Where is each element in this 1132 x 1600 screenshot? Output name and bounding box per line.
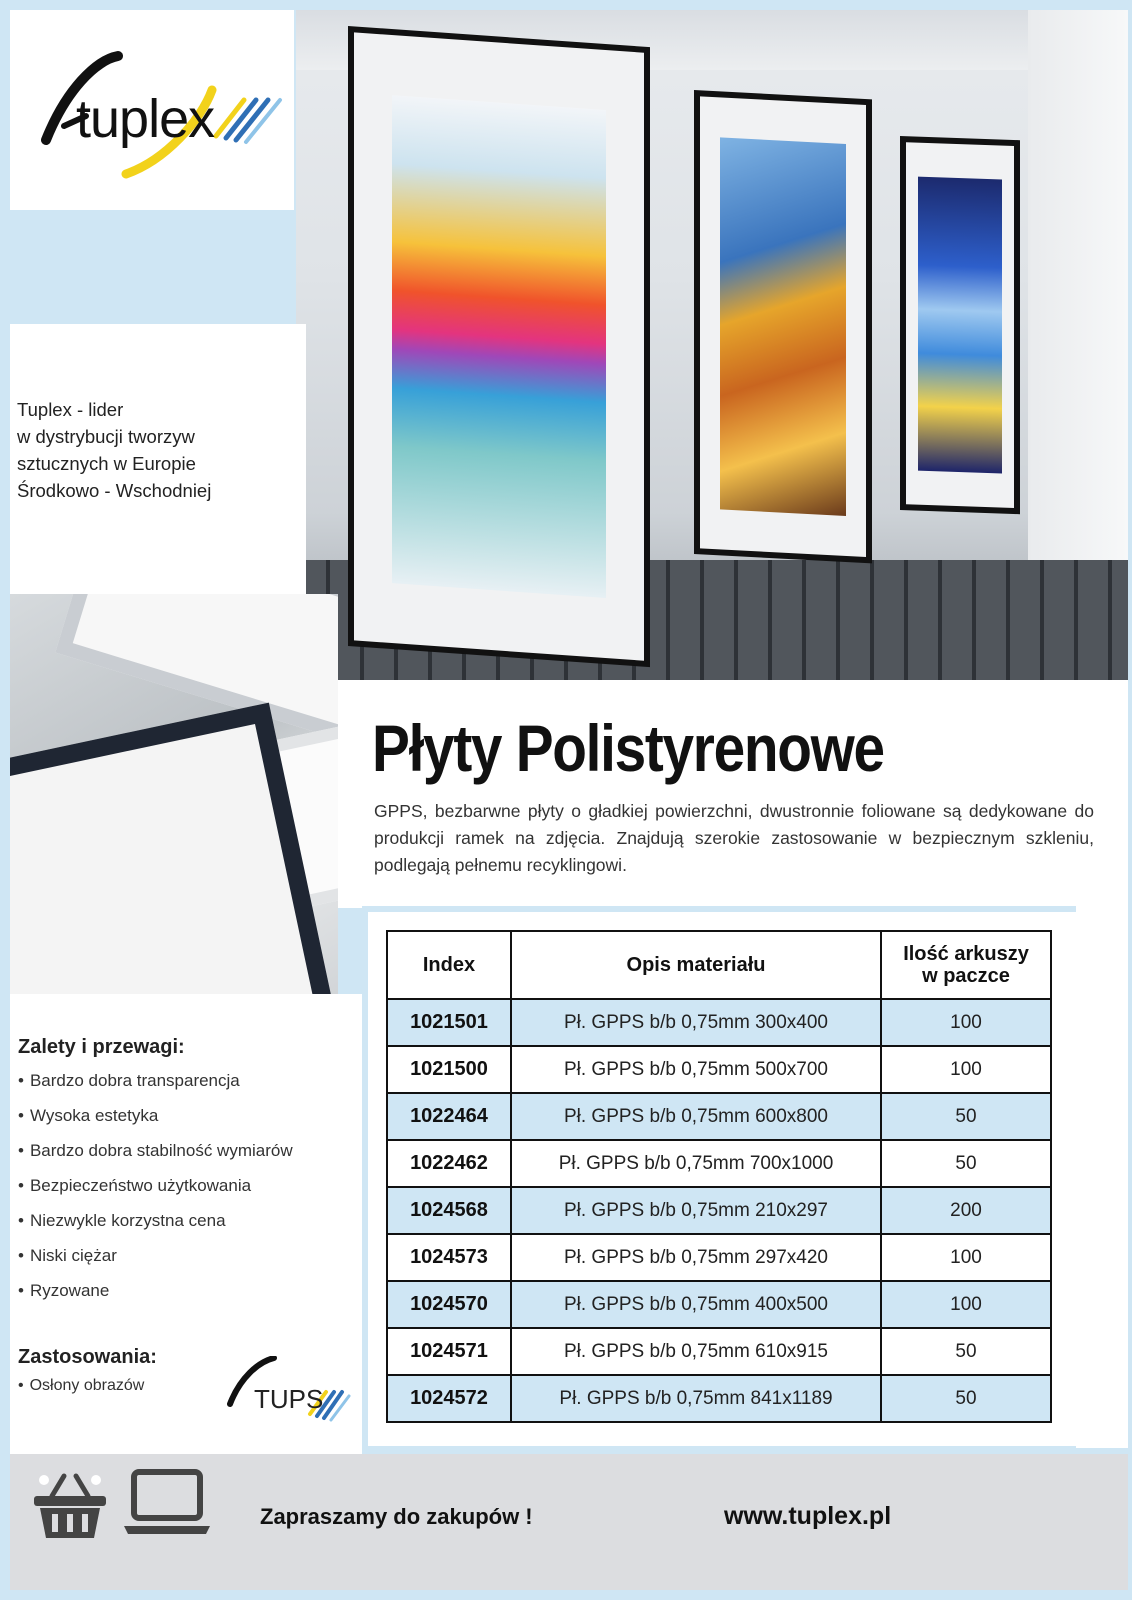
cell-quantity: 100 — [881, 1046, 1051, 1093]
table-row — [387, 1046, 1051, 1093]
tagline-line: sztucznych w Europie — [17, 453, 196, 474]
cell-quantity: 50 — [881, 1375, 1051, 1422]
advantages-heading: Zalety i przewagi: — [18, 1036, 185, 1058]
cell-index: 1022462 — [387, 1140, 511, 1187]
advantages-list — [18, 1069, 293, 1314]
cell-description: Pł. GPPS b/b 0,75mm 210x297 — [511, 1187, 881, 1234]
list-item: • Wysoka estetyka — [18, 1104, 293, 1139]
footer-bar — [10, 1454, 1128, 1590]
product-intro — [338, 680, 1128, 908]
cell-index: 1021500 — [387, 1046, 511, 1093]
shop-invitation: Zapraszamy do zakupów ! — [260, 1504, 533, 1529]
list-item: • Niski ciężar — [18, 1244, 293, 1279]
picture-frame-city — [900, 136, 1020, 514]
picture-frame-bridge — [348, 26, 650, 667]
advantages-section — [18, 1036, 293, 1314]
tagline-line: w dystrybucji tworzyw — [17, 426, 195, 447]
cell-quantity: 200 — [881, 1187, 1051, 1234]
table-row — [387, 1328, 1051, 1375]
column-header-quantity: Ilość arkuszy w paczce — [881, 931, 1051, 999]
cell-quantity: 50 — [881, 1140, 1051, 1187]
table-row — [387, 999, 1051, 1046]
tups-logo[interactable] — [222, 1356, 352, 1430]
panel-border — [362, 906, 368, 1454]
cell-quantity: 100 — [881, 999, 1051, 1046]
shopping-basket-icon[interactable] — [30, 1466, 110, 1546]
cell-description: Pł. GPPS b/b 0,75mm 610x915 — [511, 1328, 881, 1375]
cell-index: 1024570 — [387, 1281, 511, 1328]
tagline-card — [10, 324, 306, 594]
cell-quantity: 100 — [881, 1281, 1051, 1328]
table-header-row — [387, 931, 1051, 999]
tagline — [17, 396, 211, 504]
cell-quantity: 50 — [881, 1093, 1051, 1140]
cell-description: Pł. GPPS b/b 0,75mm 400x500 — [511, 1281, 881, 1328]
column-header-description: Opis materiału — [511, 931, 881, 999]
table-row — [387, 1375, 1051, 1422]
cell-index: 1024572 — [387, 1375, 511, 1422]
tagline-line: Środkowo - Wschodniej — [17, 480, 212, 501]
applications-heading: Zastosowania: — [18, 1346, 157, 1368]
cell-description: Pł. GPPS b/b 0,75mm 841x1189 — [511, 1375, 881, 1422]
cell-description: Pł. GPPS b/b 0,75mm 700x1000 — [511, 1140, 881, 1187]
picture-frame-building — [694, 90, 872, 563]
panel-border — [362, 906, 1076, 912]
cell-index: 1024568 — [387, 1187, 511, 1234]
gallery-wall — [1028, 10, 1128, 570]
cell-description: Pł. GPPS b/b 0,75mm 600x800 — [511, 1093, 881, 1140]
laptop-icon[interactable] — [122, 1468, 212, 1538]
tups-wordmark: TUPS — [254, 1384, 324, 1414]
cell-index: 1024573 — [387, 1234, 511, 1281]
cell-description: Pł. GPPS b/b 0,75mm 297x420 — [511, 1234, 881, 1281]
product-title: Płyty Polistyrenowe — [372, 711, 884, 785]
product-description: GPPS, bezbarwne płyty o gładkiej powierzchni, dwustronnie foliowane są dedykowane do produkcji ramek na zdjęcia. Znajdują szerokie zastosowanie w bezpiecznym szkleniu, podlegają pełnemu recyklingowi. — [374, 801, 1094, 875]
list-item: • Ryzowane — [18, 1279, 293, 1314]
table-row — [387, 1234, 1051, 1281]
logo-wordmark: tuplex — [76, 89, 215, 149]
website-link[interactable]: www.tuplex.pl — [724, 1502, 892, 1530]
table-row — [387, 1140, 1051, 1187]
tagline-line: Tuplex - lider — [17, 399, 124, 420]
cell-description: Pł. GPPS b/b 0,75mm 300x400 — [511, 999, 881, 1046]
list-item: • Niezwykle korzystna cena — [18, 1209, 293, 1244]
right-panel — [1076, 908, 1128, 1454]
tuplex-logo-card[interactable] — [10, 10, 294, 210]
table-row — [387, 1281, 1051, 1328]
list-item: • Bezpieczeństwo użytkowania — [18, 1174, 293, 1209]
applications-section — [18, 1346, 157, 1395]
cell-index: 1024571 — [387, 1328, 511, 1375]
product-table — [386, 930, 1052, 1423]
cell-description: Pł. GPPS b/b 0,75mm 500x700 — [511, 1046, 881, 1093]
table-row — [387, 1093, 1051, 1140]
gallery-photo — [296, 10, 1128, 680]
applications-list — [18, 1377, 157, 1395]
list-item: • Bardzo dobra transparencja — [18, 1069, 293, 1104]
list-item: • Osłony obrazów — [18, 1377, 157, 1395]
cell-quantity: 100 — [881, 1234, 1051, 1281]
blue-band — [10, 212, 294, 322]
cell-index: 1021501 — [387, 999, 511, 1046]
column-header-index: Index — [387, 931, 511, 999]
frames-photo — [10, 594, 338, 994]
cell-index: 1022464 — [387, 1093, 511, 1140]
cell-quantity: 50 — [881, 1328, 1051, 1375]
table-row — [387, 1187, 1051, 1234]
list-item: • Bardzo dobra stabilność wymiarów — [18, 1139, 293, 1174]
